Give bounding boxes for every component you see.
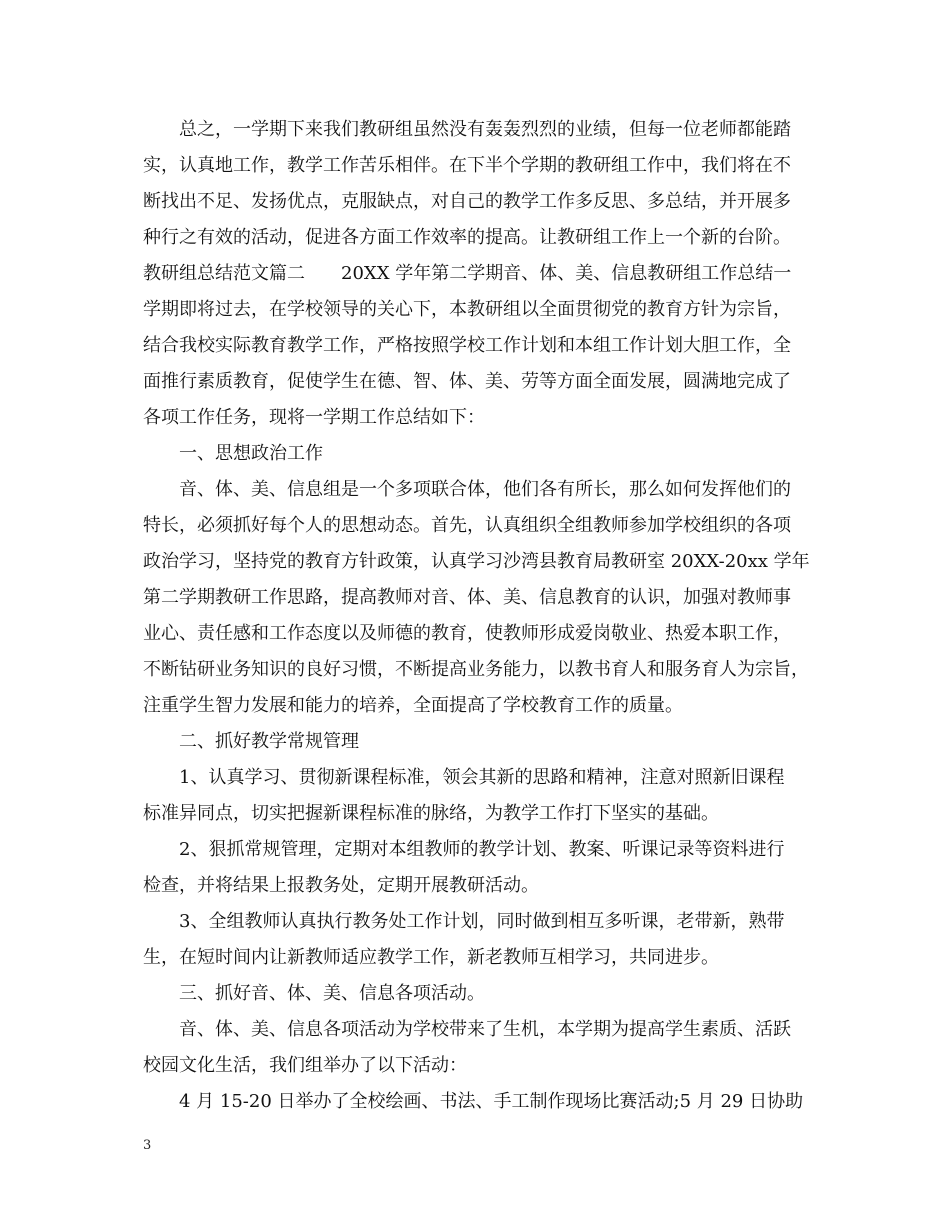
- text-line: 注重学生智力发展和能力的培养，全面提高了学校教育工作的质量。: [143, 695, 683, 716]
- text-line: 特长，必须抓好每个人的思想动态。首先，认真组织全组教师参加学校组织的各项: [143, 515, 791, 536]
- text-line: 音、体、美、信息各项活动为学校带来了生机，本学期为提高学生素质、活跃: [179, 1019, 791, 1040]
- text-line: 2、狠抓常规管理，定期对本组教师的教学计划、教案、听课记录等资料进行: [179, 839, 785, 860]
- text-line: 实，认真地工作，教学工作苦乐相伴。在下半个学期的教研组工作中，我们将在不: [143, 155, 791, 176]
- text-line: 检查，并将结果上报教务处，定期开展教研活动。: [143, 875, 539, 896]
- page-number: 3: [143, 1138, 152, 1153]
- text-line: 4 月 15-20 日举办了全校绘画、书法、手工制作现场比赛活动;5 月 29 日协助: [179, 1091, 804, 1112]
- text-line: 学期即将过去，在学校领导的关心下，本教研组以全面贯彻党的教育方针为宗旨，: [143, 299, 791, 320]
- text-line: 校园文化生活，我们组举办了以下活动：: [143, 1055, 467, 1076]
- text-line: 种行之有效的活动，促进各方面工作效率的提高。让教研组工作上一个新的台阶。: [143, 227, 791, 248]
- subheading-line: 三、抓好音、体、美、信息各项活动。: [179, 983, 485, 1004]
- text-line: 标准异同点，切实把握新课程标准的脉络，为教学工作打下坚实的基础。: [143, 803, 719, 824]
- text-line: 3、全组教师认真执行教务处工作计划，同时做到相互多听课，老带新，熟带: [179, 911, 785, 932]
- section-heading-line: 教研组总结范文篇二 20XX 学年第二学期音、体、美、信息教研组工作总结一: [143, 263, 792, 284]
- text-line: 业心、责任感和工作态度以及师德的教育，使教师形成爱岗敬业、热爱本职工作，: [143, 623, 791, 644]
- text-line: 各项工作任务，现将一学期工作总结如下：: [143, 407, 485, 428]
- text-line: 生，在短时间内让新教师适应教学工作，新老教师互相学习，共同进步。: [143, 947, 719, 968]
- text-line: 音、体、美、信息组是一个多项联合体，他们各有所长，那么如何发挥他们的: [179, 479, 791, 500]
- text-line: 面推行素质教育，促使学生在德、智、体、美、劳等方面全面发展，圆满地完成了: [143, 371, 791, 392]
- text-line: 断找出不足、发扬优点，克服缺点，对自己的教学工作多反思、多总结，并开展多: [143, 191, 791, 212]
- text-line: 政治学习，坚持党的教育方针政策，认真学习沙湾县教育局教研室 20XX-20xx 学年: [143, 551, 810, 572]
- text-line: 结合我校实际教育教学工作，严格按照学校工作计划和本组工作计划大胆工作，全: [143, 335, 791, 356]
- text-line: 第二学期教研工作思路，提高教师对音、体、美、信息教育的认识，加强对教师事: [143, 587, 791, 608]
- subheading-line: 二、抓好教学常规管理: [179, 731, 359, 752]
- text-line: 不断钻研业务知识的良好习惯，不断提高业务能力，以教书育人和服务育人为宗旨，: [143, 659, 809, 680]
- subheading-line: 一、思想政治工作: [179, 443, 323, 464]
- text-line: 总之，一学期下来我们教研组虽然没有轰轰烈烈的业绩，但每一位老师都能踏: [179, 119, 791, 140]
- text-line: 1、认真学习、贯彻新课程标准，领会其新的思路和精神，注意对照新旧课程: [179, 767, 785, 788]
